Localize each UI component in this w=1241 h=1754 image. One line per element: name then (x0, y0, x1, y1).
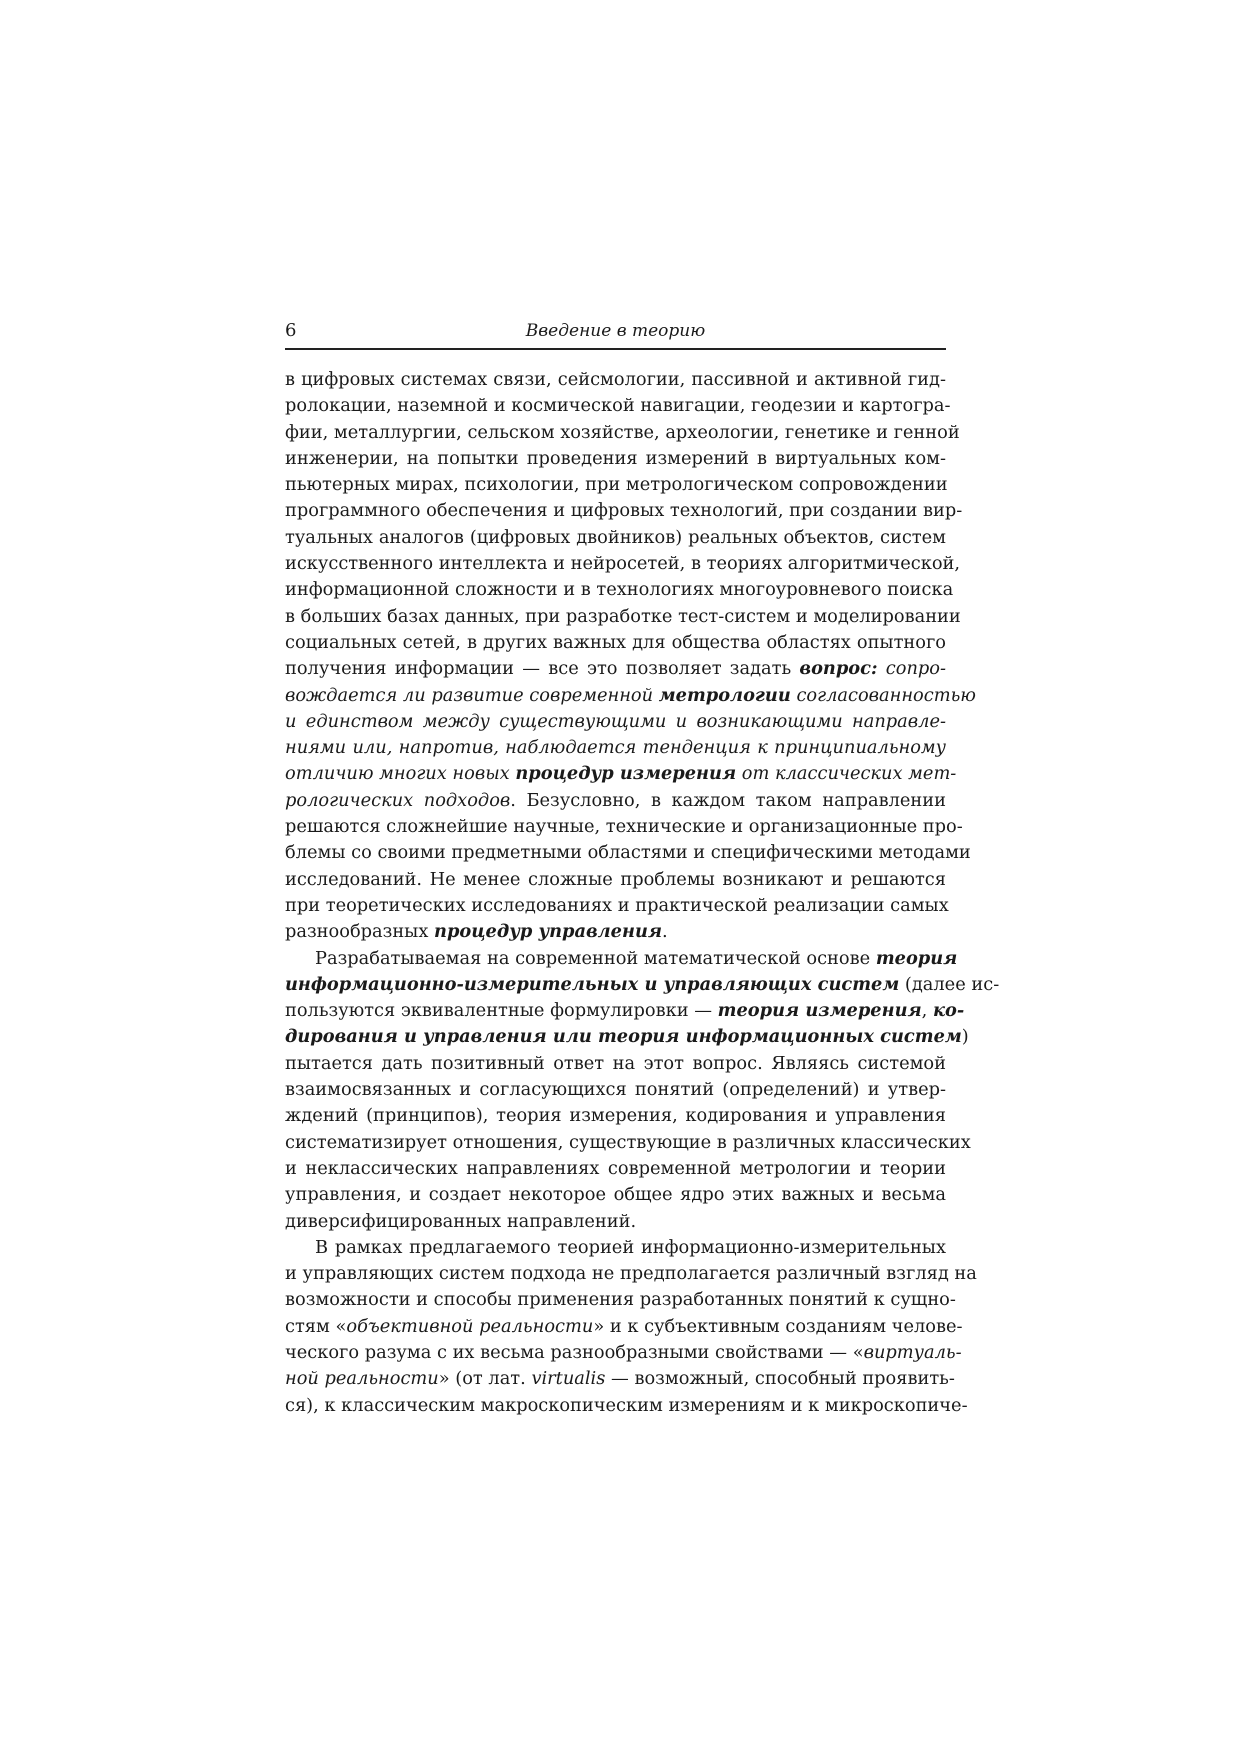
text-line (285, 683, 976, 709)
text-line (285, 367, 946, 393)
text-run: . (662, 921, 668, 943)
text-line (285, 1340, 962, 1366)
text-run: » (от лат. (438, 1368, 532, 1390)
emphasis-term: процедур управления (434, 921, 663, 943)
italic-text: и единством между существующими и возникающими направле- (285, 710, 946, 732)
text-line (285, 1261, 977, 1287)
italic-text: рологических подходов (285, 789, 511, 811)
text-run: пользуются эквивалентные формулировки — (285, 1000, 718, 1022)
text-line (285, 393, 951, 419)
text-line (285, 472, 946, 498)
text-line (285, 972, 1000, 998)
text-run: (далее ис- (899, 973, 1000, 995)
text-run: В рамках предлагаемого теорией информационно-измерительных (315, 1236, 946, 1258)
text-line (285, 735, 946, 761)
text-run: информационной сложности и в технологиях многоуровневого поиска (285, 579, 954, 601)
text-run: ся), к классическим макроскопическим измерениям и к микроскопиче- (285, 1394, 968, 1416)
text-run: фии, металлургии, сельском хозяйстве, археологии, генетике и генной (285, 421, 960, 443)
text-line (285, 1024, 969, 1050)
text-line (285, 1235, 946, 1261)
text-line (285, 709, 946, 735)
text-line (285, 577, 954, 603)
text-line (285, 1182, 946, 1208)
text-line (285, 1051, 946, 1077)
text-run: разнообразных (285, 921, 435, 943)
text-line (285, 1130, 971, 1156)
text-line (285, 788, 946, 814)
text-run: диверсифицированных направлений. (285, 1210, 637, 1232)
text-line (285, 604, 961, 630)
text-run: ческого разума с их весьма разнообразными свойствами — « (285, 1341, 864, 1363)
text-line (285, 551, 961, 577)
text-run: пьютерных мирах, психологии, при метрологическом сопровождении (285, 474, 948, 496)
emphasis-term: ко- (932, 1000, 965, 1022)
text-line (285, 498, 963, 524)
text-run: , (921, 1000, 933, 1022)
text-line (285, 1209, 946, 1235)
emphasis-term: теория измерения (717, 1000, 922, 1022)
text-run: в цифровых системах связи, сейсмологии, пассивной и активной гид- (285, 369, 946, 390)
text-run: ждений (принципов), теория измерения, кодирования и управления (285, 1105, 946, 1127)
page-number: 6 (285, 320, 297, 341)
text-run: в больших базах данных, при разработке тест-систем и моделировании (285, 605, 961, 627)
emphasis-term: метрологии (658, 684, 791, 706)
text-line (285, 525, 946, 551)
italic-text: объективной реальности (346, 1315, 594, 1337)
text-line (285, 656, 946, 682)
text-line (285, 1314, 963, 1340)
text-run: взаимосвязанных и согласующихся понятий (определений) и утвер- (285, 1079, 946, 1101)
text-line (285, 446, 946, 472)
italic-text: virtualis (531, 1368, 606, 1390)
emphasis-term: информационно-измерительных и управляющих систем (285, 973, 900, 995)
text-line (285, 1103, 946, 1129)
text-line (285, 1287, 956, 1313)
text-run: — возможный, способный проявить- (605, 1368, 955, 1390)
text-run: и неклассических направлениях современной метрологии и теории (285, 1157, 946, 1179)
text-run: туальных аналогов (цифровых двойников) реальных объектов, систем (285, 526, 946, 548)
text-line (285, 1366, 955, 1392)
text-run: . Безусловно, в каждом таком направлении (510, 789, 946, 811)
text-line (285, 1077, 946, 1103)
text-run: » и к субъективным созданиям челове- (593, 1315, 963, 1337)
text-line (285, 840, 971, 866)
body-text (285, 367, 1000, 1419)
text-line (285, 867, 946, 893)
emphasis-term: дирования и управления или теория информационных систем (285, 1026, 962, 1048)
text-run: пытается дать позитивный ответ на этот вопрос. Являясь системой (285, 1052, 946, 1074)
text-line (285, 814, 963, 840)
text-run: инженерии, на попытки проведения измерений в виртуальных ком- (285, 447, 946, 469)
text-line (285, 1393, 968, 1419)
italic-text: вождается ли развитие современной (285, 684, 659, 706)
text-run: искусственного интеллекта и нейросетей, в теориях алгоритмической, (285, 553, 961, 575)
text-run: стям « (285, 1315, 347, 1337)
italic-text: сопро- (877, 658, 946, 680)
text-run: ролокации, наземной и космической навигации, геодезии и картогра- (285, 395, 951, 417)
text-run: управления, и создает некоторое общее ядро этих важных и весьма (285, 1184, 946, 1206)
italic-text: от классических мет- (736, 763, 957, 785)
text-line (285, 893, 949, 919)
text-run: Разрабатываемая на современной математической основе (315, 947, 876, 969)
text-line (285, 1156, 946, 1182)
text-run: и управляющих систем подхода не предполагается различный взгляд на (285, 1263, 977, 1285)
page-header (285, 318, 946, 350)
text-run: программного обеспечения и цифровых технологий, при создании вир- (285, 500, 963, 522)
text-run: решаются сложнейшие научные, технические и организационные про- (285, 816, 963, 838)
italic-text: виртуаль- (863, 1341, 962, 1363)
text-run: исследований. Не менее сложные проблемы возникают и решаются (285, 868, 946, 890)
text-line (285, 761, 957, 787)
text-run: при теоретических исследованиях и практической реализации самых (285, 894, 949, 916)
text-run: получения информации — все это позволяет задать (285, 658, 800, 680)
text-run: ) (961, 1026, 969, 1048)
text-run: возможности и способы применения разработанных понятий к сущно- (285, 1289, 956, 1311)
italic-text: ниями или, напротив, наблюдается тенденция к принципиальному (285, 737, 946, 759)
emphasis-term: вопрос: (799, 658, 878, 680)
emphasis-term: теория (875, 947, 958, 969)
text-line (285, 919, 946, 945)
italic-text: отличию многих новых (285, 763, 516, 785)
running-title: Введение в теорию (525, 321, 706, 341)
emphasis-term: процедур измерения (515, 763, 737, 785)
text-run: систематизирует отношения, существующие в различных классических (285, 1131, 971, 1153)
text-line (285, 946, 958, 972)
text-line (285, 420, 960, 446)
italic-text: ной реальности (285, 1368, 439, 1390)
text-line (285, 630, 946, 656)
italic-text: согласованностью (790, 684, 976, 706)
text-run: социальных сетей, в других важных для общества областях опытного (285, 631, 946, 653)
text-run: блемы со своими предметными областями и специфическими методами (285, 842, 971, 864)
text-line (285, 998, 965, 1024)
